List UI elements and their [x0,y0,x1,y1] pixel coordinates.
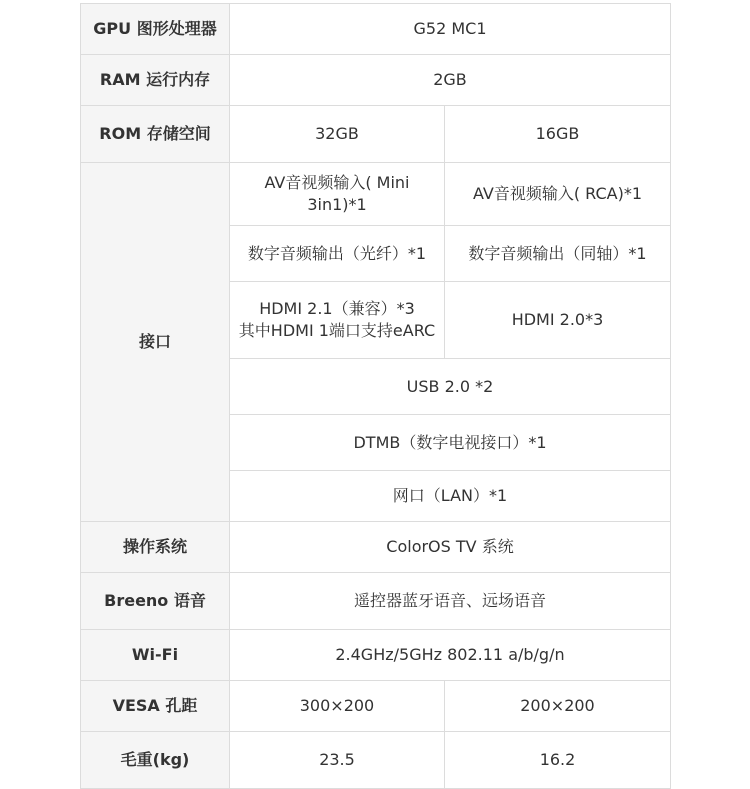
table-row [81,681,671,732]
table-row [81,4,671,55]
table-row [81,106,671,163]
spec-value-line: 其中HDMI 1端口支持eARC [238,321,436,340]
table-row [81,55,671,106]
spec-label: Wi-Fi [81,630,230,681]
spec-label: 操作系统 [81,522,230,573]
spec-value: 网口（LAN）*1 [230,471,671,522]
spec-value [230,282,445,359]
spec-value: ColorOS TV 系统 [230,522,671,573]
spec-label: Breeno 语音 [81,573,230,630]
spec-label: VESA 孔距 [81,681,230,732]
table-row [81,630,671,681]
spec-value: 数字音频输出（光纤）*1 [230,226,445,282]
spec-label: 接口 [81,163,230,522]
spec-value: 16.2 [445,732,671,789]
table-row [81,732,671,789]
spec-value: 2GB [230,55,671,106]
spec-value: G52 MC1 [230,4,671,55]
spec-label: RAM 运行内存 [81,55,230,106]
spec-table [80,3,671,789]
spec-value: HDMI 2.0*3 [445,282,671,359]
spec-label: 毛重(kg) [81,732,230,789]
spec-value-line: HDMI 2.1（兼容）*3 [259,299,415,318]
spec-value: 2.4GHz/5GHz 802.11 a/b/g/n [230,630,671,681]
table-row [81,163,671,226]
spec-value: 32GB [230,106,445,163]
spec-value: 遥控器蓝牙语音、远场语音 [230,573,671,630]
spec-value: AV音视频输入( RCA)*1 [445,163,671,226]
spec-value: 16GB [445,106,671,163]
table-row [81,573,671,630]
table-row [81,522,671,573]
spec-value: AV音视频输入( Mini 3in1)*1 [230,163,445,226]
spec-value: 300×200 [230,681,445,732]
spec-value: DTMB（数字电视接口）*1 [230,415,671,471]
spec-label: GPU 图形处理器 [81,4,230,55]
spec-value: 23.5 [230,732,445,789]
spec-label: ROM 存储空间 [81,106,230,163]
spec-value: 数字音频输出（同轴）*1 [445,226,671,282]
spec-value: USB 2.0 *2 [230,359,671,415]
spec-value: 200×200 [445,681,671,732]
